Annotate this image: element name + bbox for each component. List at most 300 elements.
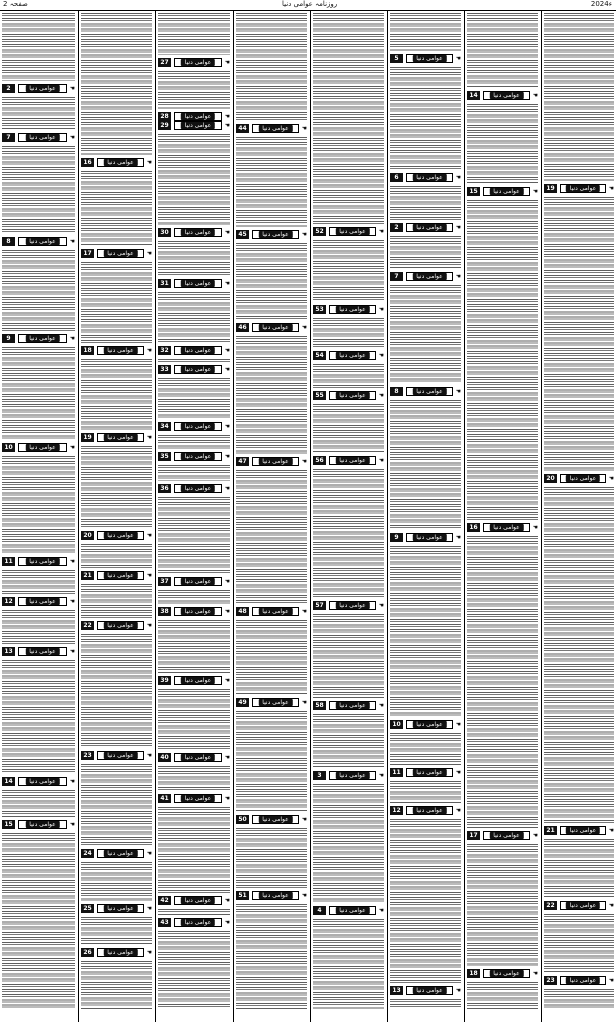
ad-marker-icon: ☚ [224,59,230,66]
ad-banner [97,571,144,580]
classified-text-block [390,186,461,220]
classified-text-block [313,469,384,598]
classified-text-block [2,570,75,594]
ad-marker-icon: ☚ [224,280,230,287]
ad-marker-icon: ☚ [146,905,152,912]
ad-number: 58 [313,701,326,710]
ad-banner [97,948,144,957]
classified-ad-header [79,530,154,542]
classified-ad-header [234,697,309,709]
ad-banner [97,433,144,442]
classified-text-block [467,536,538,828]
ad-banner [406,54,453,63]
ad-section-label: عوامی دنیا [489,524,523,531]
classified-text-block [81,862,152,901]
ad-marker-icon: ☚ [378,702,384,709]
ad-number: 33 [158,365,171,374]
classified-ad-header [465,186,540,198]
classified-text-block [313,13,384,224]
ad-number: 50 [236,815,249,824]
ad-banner [174,676,222,685]
classified-ad-header [311,390,386,402]
classified-ad-header [388,985,463,997]
ad-number: 5 [390,54,403,63]
ad-marker-icon: ☚ [146,532,152,539]
ad-banner [406,768,453,777]
ad-marker-icon: ☚ [146,159,152,166]
classified-text-block [158,241,230,276]
ad-marker-icon: ☚ [224,919,230,926]
ad-number: 47 [236,457,249,466]
ad-number: 36 [158,484,171,493]
classified-ad-header [79,570,154,582]
ad-section-label: عوامی دنیا [25,648,59,655]
ad-banner [18,820,67,829]
classified-ad-header [156,364,232,376]
classified-ad-header [156,451,232,463]
ad-marker-icon: ☚ [301,231,307,238]
ad-marker-icon: ☚ [608,977,614,984]
ad-marker-icon: ☚ [224,795,230,802]
ad-number: 19 [544,184,557,193]
ad-section-label: عوامی دنیا [25,134,59,141]
classified-text-block [81,171,152,246]
ad-banner [252,815,299,824]
classified-ad-header [465,522,540,534]
ad-banner [174,918,222,927]
ad-number: 6 [390,173,403,182]
ad-marker-icon: ☚ [224,578,230,585]
classified-ad-header [388,53,463,65]
ad-banner [174,452,222,461]
classified-text-block [158,359,230,362]
ad-banner [18,597,67,606]
ad-number: 49 [236,698,249,707]
classified-text-block [390,285,461,384]
classified-text-block [158,807,230,893]
ad-section-label: عوامی دنیا [181,229,215,236]
classified-text-block [81,544,152,568]
classified-ad-header [0,236,77,248]
ad-section-label: عوامی دنیا [335,772,369,779]
classified-text-block [544,839,614,898]
classified-ad-header [311,226,386,238]
ad-number: 8 [390,387,403,396]
ad-banner [406,387,453,396]
ad-marker-icon: ☚ [224,453,230,460]
ad-section-label: عوامی دنیا [335,306,369,313]
ad-marker-icon: ☚ [455,174,461,181]
classified-ad-header [311,350,386,362]
ad-number: 45 [236,230,249,239]
ad-number: 39 [158,676,171,685]
ad-marker-icon: ☚ [455,987,461,994]
ad-section-label: عوامی دنیا [103,752,137,759]
classified-ad-header [0,819,77,831]
classified-text-block [313,919,384,1009]
ad-marker-icon: ☚ [455,273,461,280]
ad-banner [97,158,144,167]
ad-banner [560,184,606,193]
ad-number: 11 [390,768,403,777]
classified-text-block [313,784,384,903]
classified-ad-header [311,304,386,316]
classified-ad-header [388,172,463,184]
ad-number: 51 [236,891,249,900]
ad-section-label: عوامی دنیا [25,444,59,451]
ad-section-label: عوامی دنیا [181,347,215,354]
ad-banner [18,557,67,566]
ad-banner [406,986,453,995]
ad-marker-icon: ☚ [224,485,230,492]
ad-marker-icon: ☚ [378,772,384,779]
classified-text-block [2,833,75,1009]
classified-ad-header [311,700,386,712]
classified-text-block [81,961,152,1009]
ad-section-label: عوامی دنیا [412,174,446,181]
ad-marker-icon: ☚ [532,92,538,99]
ad-section-label: عوامی دنیا [181,366,215,373]
ad-marker-icon: ☚ [69,648,75,655]
classified-ad-header [79,947,154,959]
ad-banner [483,187,530,196]
ad-banner [97,249,144,258]
ad-section-label: عوامی دنیا [25,238,59,245]
classified-ad-header [156,793,232,805]
ad-number: 2 [390,223,403,232]
classified-text-block [2,97,75,130]
ad-section-label: عوامی دنیا [103,159,137,166]
ad-marker-icon: ☚ [301,324,307,331]
page-header [0,0,616,11]
classified-text-block [81,262,152,343]
classified-ad-header [156,483,232,495]
ad-section-label: عوامی دنیا [181,423,215,430]
ad-marker-icon: ☚ [224,366,230,373]
ad-number: 24 [81,849,94,858]
ad-section-label: عوامی دنیا [412,388,446,395]
classified-text-block [158,620,230,673]
classified-ad-header [311,600,386,612]
ad-number: 30 [158,228,171,237]
classified-text-block [81,13,152,155]
ad-marker-icon: ☚ [224,229,230,236]
ad-marker-icon: ☚ [301,608,307,615]
classified-ad-header [0,132,77,144]
ad-banner [174,422,222,431]
classified-text-block [390,236,461,269]
ad-banner [329,906,376,915]
ad-number: 14 [467,91,480,100]
ad-number: 25 [81,904,94,913]
ad-banner [97,904,144,913]
classified-text-block [390,733,461,765]
ad-number: 32 [158,346,171,355]
ad-banner [18,133,67,142]
ad-banner [97,751,144,760]
ad-number: 28 [158,112,171,121]
ad-section-label: عوامی دنیا [335,352,369,359]
ad-number: 21 [81,571,94,580]
ad-number: 21 [544,826,557,835]
ad-number: 52 [313,227,326,236]
classified-ad-header [234,814,309,826]
ad-banner [97,346,144,355]
ad-marker-icon: ☚ [455,388,461,395]
classified-text-block [544,914,614,973]
column-rule [464,11,465,1022]
classified-text-block [236,470,307,604]
classified-ad-header [156,278,232,290]
ad-section-label: عوامی دنیا [103,949,137,956]
ad-marker-icon: ☚ [532,524,538,531]
ad-number: 37 [158,577,171,586]
classified-ad-header [234,890,309,902]
ad-number: 41 [158,794,171,803]
ad-marker-icon: ☚ [532,832,538,839]
classified-ad-header [79,248,154,260]
ad-banner [174,794,222,803]
ad-number: 14 [2,777,15,786]
ad-number: 22 [544,901,557,910]
ad-number: 23 [544,976,557,985]
column-6 [388,11,463,1022]
classified-text-block [2,146,75,234]
classified-text-block [467,844,538,966]
ad-marker-icon: ☚ [69,134,75,141]
classified-text-block [236,137,307,227]
ad-banner [97,849,144,858]
ad-number: 12 [390,806,403,815]
ad-section-label: عوامی دنیا [258,699,292,706]
classified-text-block [313,404,384,453]
ad-section-label: عوامی دنیا [335,702,369,709]
ad-marker-icon: ☚ [301,458,307,465]
column-rule [155,11,156,1022]
ad-section-label: عوامی دنیا [258,125,292,132]
ad-marker-icon: ☚ [146,434,152,441]
ad-section-label: عوامی دنیا [181,677,215,684]
ad-number: 35 [158,452,171,461]
ad-banner [18,443,67,452]
ad-section-label: عوامی دنیا [258,892,292,899]
ad-marker-icon: ☚ [146,850,152,857]
classified-ad-header [465,968,540,980]
ad-number: 38 [158,607,171,616]
classified-ad-header [0,596,77,608]
ad-number: 7 [2,133,15,142]
classified-text-block [544,487,614,823]
ad-section-label: عوامی دنیا [181,578,215,585]
classified-ad-header [234,322,309,334]
classified-text-block [313,240,384,302]
ad-section-label: عوامی دنیا [103,622,137,629]
ad-number: 11 [2,557,15,566]
classified-ad-header [0,556,77,568]
ad-banner [18,237,67,246]
ad-section-label: عوامی دنیا [335,907,369,914]
ad-banner [174,753,222,762]
classified-text-block [158,497,230,574]
ad-marker-icon: ☚ [608,827,614,834]
classified-ad-header [156,675,232,687]
ad-banner [560,826,606,835]
classified-ad-header [0,83,77,95]
ad-marker-icon: ☚ [608,475,614,482]
classified-ad-header [156,421,232,433]
ad-marker-icon: ☚ [224,897,230,904]
classified-ad-header [465,90,540,102]
classified-ad-header [311,905,386,917]
ad-banner [252,230,299,239]
column-7 [465,11,540,1022]
ad-marker-icon: ☚ [608,185,614,192]
ad-number: 53 [313,305,326,314]
ad-section-label: عوامی دنیا [25,558,59,565]
ad-number: 54 [313,351,326,360]
classified-ad-header [0,333,77,345]
classified-ad-header [79,903,154,915]
ad-banner [97,531,144,540]
ad-marker-icon: ☚ [224,347,230,354]
classified-text-block [236,620,307,695]
ad-banner [560,474,606,483]
ad-banner [252,607,299,616]
classified-ad-header [156,227,232,239]
ad-marker-icon: ☚ [69,444,75,451]
ad-marker-icon: ☚ [69,598,75,605]
ad-section-label: عوامی دنیا [181,453,215,460]
ad-banner [329,771,376,780]
ad-number: 19 [81,433,94,442]
classified-ad-header [542,183,616,195]
ad-marker-icon: ☚ [301,125,307,132]
ad-banner [329,391,376,400]
ad-marker-icon: ☚ [69,238,75,245]
ad-section-label: عوامی دنیا [335,457,369,464]
ad-section-label: عوامی دنیا [335,228,369,235]
ad-banner [174,58,222,67]
column-rule [387,11,388,1022]
ad-marker-icon: ☚ [378,392,384,399]
ad-banner [174,121,222,130]
ad-marker-icon: ☚ [224,608,230,615]
column-1 [0,11,77,1022]
ad-marker-icon: ☚ [146,572,152,579]
ad-marker-icon: ☚ [301,816,307,823]
ad-number: 20 [544,474,557,483]
ad-banner [174,346,222,355]
ad-number: 40 [158,753,171,762]
ad-number: 20 [81,531,94,540]
classified-text-block [467,104,538,184]
classified-text-block [158,465,230,481]
ad-marker-icon: ☚ [378,457,384,464]
ad-banner [329,351,376,360]
ad-banner [174,484,222,493]
ad-number: 23 [81,751,94,760]
ad-section-label: عوامی دنیا [181,608,215,615]
ad-marker-icon: ☚ [378,228,384,235]
classified-ad-header [542,825,616,837]
classified-text-block [390,999,461,1009]
classified-text-block [158,71,230,109]
ad-section-label: عوامی دنیا [412,273,446,280]
ad-number: 29 [158,121,171,130]
ad-number: 18 [467,969,480,978]
classified-text-block [236,243,307,320]
ad-banner [174,577,222,586]
ad-section-label: عوامی دنیا [25,598,59,605]
ad-marker-icon: ☚ [146,347,152,354]
classified-text-block [2,13,75,81]
column-5 [311,11,386,1022]
classified-text-block [390,67,461,170]
ad-number: 10 [2,443,15,452]
ad-marker-icon: ☚ [532,188,538,195]
ad-banner [252,698,299,707]
classified-ad-header [388,805,463,817]
classified-text-block [236,904,307,1009]
ad-number: 26 [81,948,94,957]
ad-section-label: عوامی دنیا [566,977,600,984]
classified-ad-header [388,271,463,283]
classified-ad-header [0,776,77,788]
ad-marker-icon: ☚ [532,970,538,977]
ad-section-label: عوامی دنیا [181,795,215,802]
ad-section-label: عوامی دنیا [181,919,215,926]
ad-section-label: عوامی دنیا [566,475,600,482]
classified-text-block [313,364,384,388]
classified-ad-header [311,770,386,782]
ad-marker-icon: ☚ [455,769,461,776]
ad-banner [329,456,376,465]
ad-number: 43 [158,918,171,927]
ad-section-label: عوامی دنیا [103,532,137,539]
ad-section-label: عوامی دنیا [412,721,446,728]
classified-ad-header [542,975,616,987]
classified-text-block [81,917,152,945]
ad-banner [483,523,530,532]
classified-text-block [81,764,152,846]
classified-ad-header [156,120,232,132]
ad-marker-icon: ☚ [146,949,152,956]
page-number: صفحہ 2 [3,0,28,8]
ad-marker-icon: ☚ [69,85,75,92]
ad-section-label: عوامی دنیا [412,769,446,776]
ad-banner [406,272,453,281]
classified-text-block [81,634,152,748]
masthead: روزنامہ عوامی دنیا [282,0,338,8]
classified-text-block [158,766,230,791]
ad-section-label: عوامی دنیا [335,602,369,609]
classified-ad-header [79,620,154,632]
ad-marker-icon: ☚ [301,699,307,706]
classified-text-block [390,400,461,530]
ad-marker-icon: ☚ [455,534,461,541]
ad-section-label: عوامی دنیا [566,902,600,909]
ad-banner [174,896,222,905]
ad-section-label: عوامی دنیا [566,827,600,834]
classified-ad-header [79,157,154,169]
ad-banner [18,647,67,656]
ad-number: 17 [467,831,480,840]
classified-text-block [2,610,75,644]
ad-number: 22 [81,621,94,630]
column-rule [310,11,311,1022]
ad-section-label: عوامی دنیا [412,807,446,814]
ad-section-label: عوامی دنیا [489,188,523,195]
